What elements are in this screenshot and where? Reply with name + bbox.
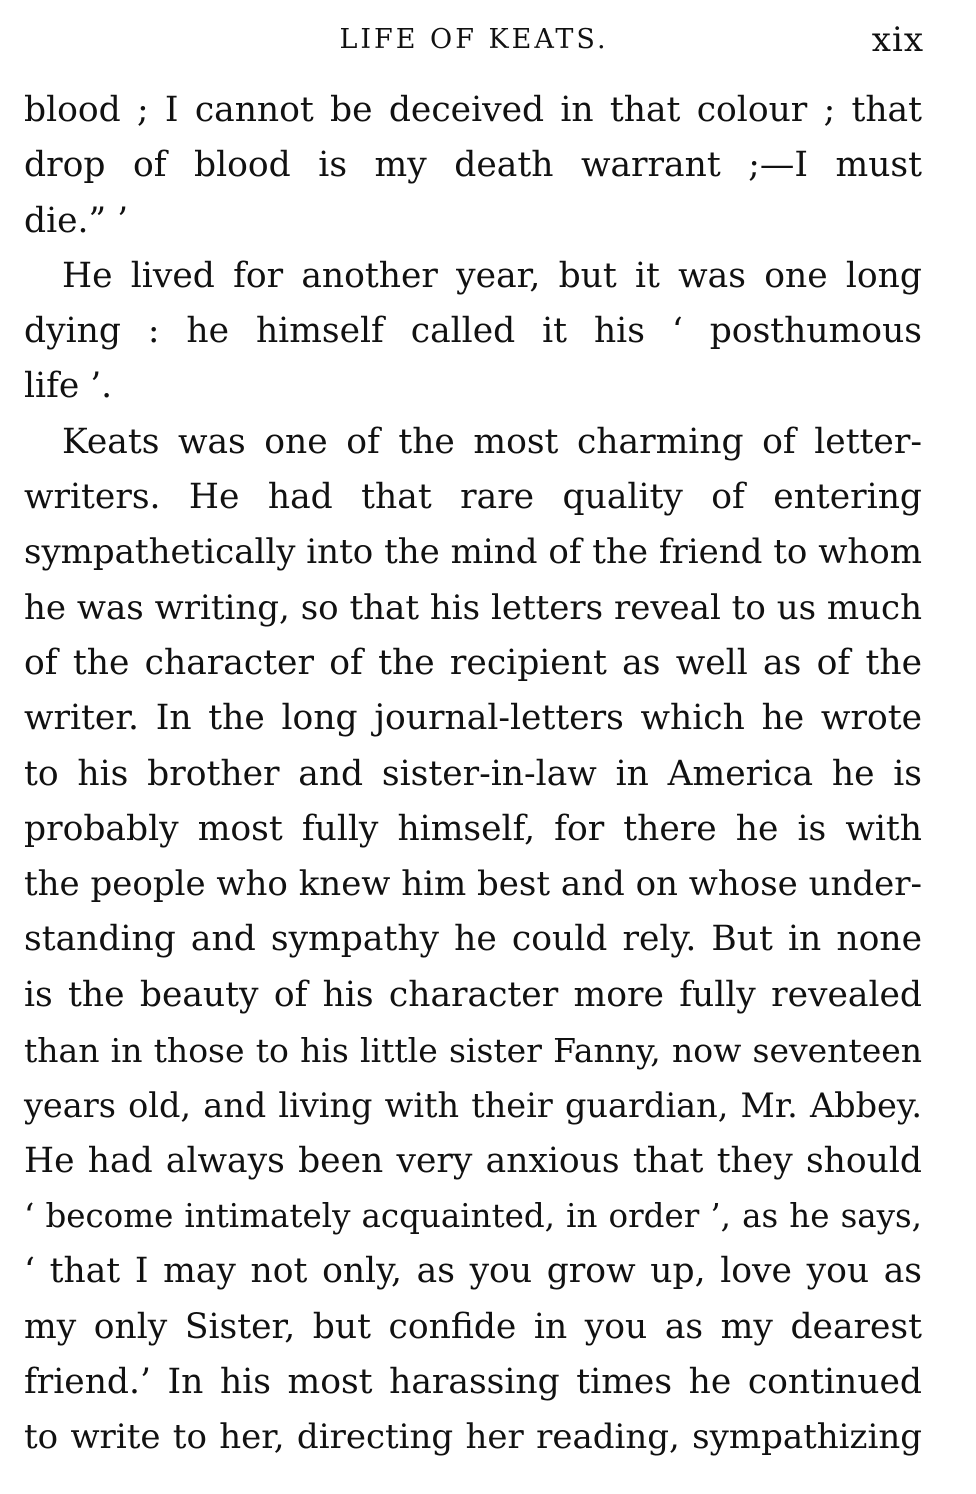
running-title: LIFE OF KEATS. (339, 24, 609, 55)
text-line: is the beauty of his character more fully revealed (24, 974, 922, 1015)
text-line: ‘ that I may not only, as you grow up, love you as (24, 1251, 922, 1292)
text-line: probably most fully himself, for there he is with (24, 808, 922, 849)
text-line: life ’. (24, 366, 113, 407)
text-line: Keats was one of the most charming of letter- (62, 421, 922, 462)
text-line: He lived for another year, but it was one long (62, 255, 922, 296)
body-text (24, 83, 922, 1465)
text-line: to write to her, directing her reading, sympathizing (24, 1417, 922, 1458)
text-line: the people who knew him best and on whose under- (24, 864, 923, 905)
text-line: die.” ’ (24, 200, 129, 241)
text-line: dying : he himself called it his ‘ posthumous (24, 311, 922, 352)
text-line: writer. In the long journal-letters which he wrote (24, 698, 922, 739)
text-line: He had always been very anxious that they should (24, 1140, 922, 1181)
text-line: my only Sister, but confide in you as my dearest (24, 1306, 922, 1347)
text-line: writers. He had that rare quality of entering (24, 477, 922, 518)
text-line: of the character of the recipient as well as of the (24, 642, 922, 683)
text-line: friend.’ In his most harassing times he continued (24, 1361, 922, 1402)
page-number: xix (871, 20, 924, 60)
text-line: years old, and living with their guardian, Mr. Abbey. (24, 1086, 922, 1126)
text-line: blood ; I cannot be deceived in that colour ; that (24, 90, 922, 130)
running-head (24, 20, 924, 60)
text-line: sympathetically into the mind of the friend to whom (24, 532, 922, 573)
text-line: drop of blood is my death warrant ;—I must (24, 145, 922, 186)
text-line: he was writing, so that his letters reveal to us much (24, 587, 922, 628)
text-line: ‘ become intimately acquainted, in order ’, as he says, (24, 1196, 922, 1235)
text-line: to his brother and sister-in-law in America he is (24, 753, 922, 794)
text-line: standing and sympathy he could rely. But in none (24, 919, 922, 960)
text-line: than in those to his little sister Fanny, now seventeen (24, 1031, 922, 1071)
